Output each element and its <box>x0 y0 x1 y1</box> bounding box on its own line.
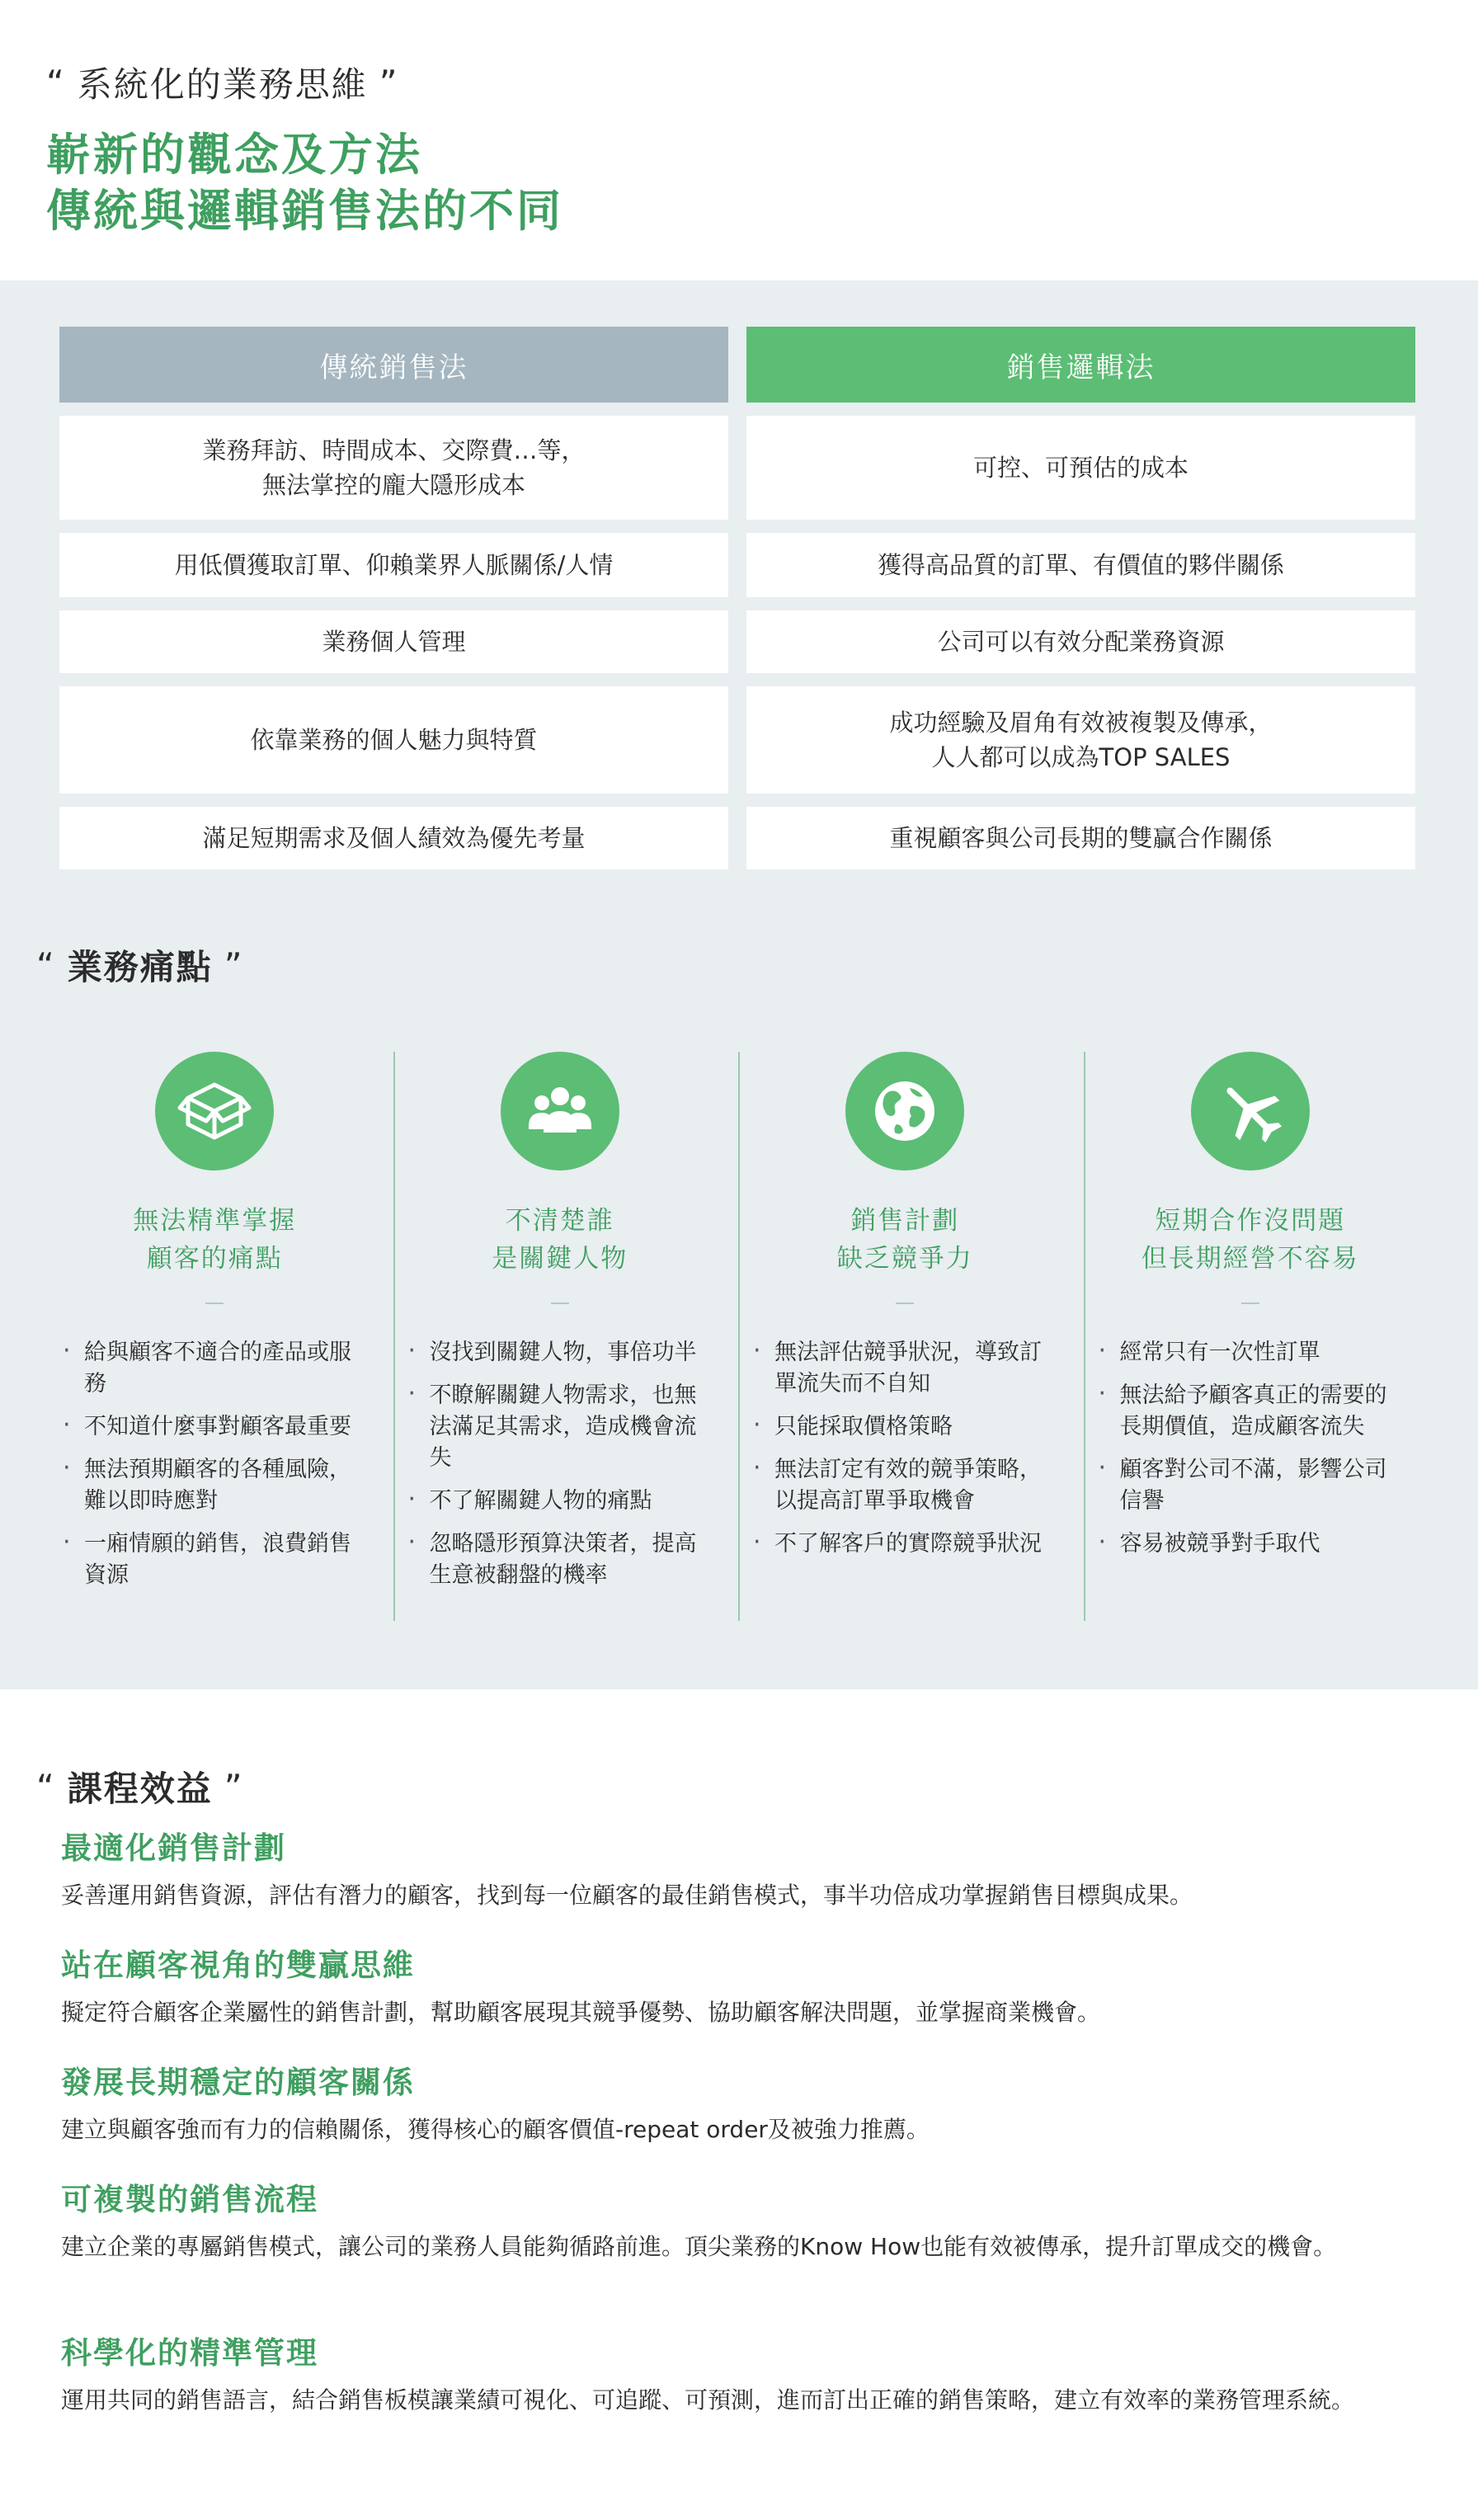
pain-column <box>393 1052 739 1621</box>
section-subtitle <box>46 58 1478 107</box>
benefit-heading: 科學化的精準管理 <box>61 2335 318 2371</box>
page-header <box>0 0 1478 280</box>
divider <box>551 1302 569 1304</box>
pain-points-title <box>36 940 244 990</box>
headline-line-1: 嶄新的觀念及方法 <box>46 129 422 181</box>
pain-list <box>407 1337 714 1591</box>
pain-icon-circle <box>845 1052 964 1171</box>
cell-line: 依靠業務的個人魅力與特質 <box>250 726 538 754</box>
list-item: · 不瞭解關鍵人物需求，也無法滿足其需求，造成機會流失 <box>407 1380 714 1474</box>
list-item: · 經常只有一次性訂單 <box>1097 1337 1405 1368</box>
pain-heading-line: 缺乏競爭力 <box>836 1244 973 1274</box>
benefit-text: 建立企業的專屬銷售模式，讓公司的業務人員能夠循路前進。頂尖業務的Know How也能有效被傳承，提升訂單成交的機會。 <box>61 2233 1337 2260</box>
benefit-item <box>61 1945 1430 2031</box>
pain-heading <box>1097 1202 1405 1278</box>
headline-line-2: 傳統與邏輯銷售法的不同 <box>46 185 563 237</box>
quote-close: ” <box>224 944 244 986</box>
pain-list <box>1097 1337 1405 1560</box>
benefit-heading: 最適化銷售計劃 <box>61 1830 286 1866</box>
pain-heading-line: 銷售計劃 <box>850 1206 960 1236</box>
cell-line: 業務拜訪、時間成本、交際費…等， <box>202 436 586 464</box>
pain-heading-line: 不清楚誰 <box>505 1206 614 1236</box>
list-item: · 不了解關鍵人物的痛點 <box>407 1486 714 1517</box>
comparison-header <box>59 327 1415 403</box>
box-icon <box>177 1073 252 1149</box>
pain-column <box>738 1052 1084 1621</box>
list-item: · 沒找到關鍵人物，事倍功半 <box>407 1337 714 1368</box>
logical-cell <box>746 533 1415 597</box>
list-item: · 無法給予顧客真正的需要的長期價值，造成顧客流失 <box>1097 1380 1405 1443</box>
benefit-item <box>61 2062 1430 2148</box>
pain-icon-circle <box>501 1052 619 1171</box>
logical-cell <box>746 610 1415 673</box>
quote-open: “ <box>36 1766 56 1807</box>
pain-column <box>49 1052 393 1621</box>
airplane-icon <box>1212 1073 1288 1149</box>
traditional-header: 傳統銷售法 <box>59 327 728 403</box>
pain-icon-circle <box>155 1052 274 1171</box>
globe-icon <box>867 1073 943 1149</box>
grey-section <box>0 280 1478 1689</box>
traditional-cell <box>59 533 728 597</box>
list-item: · 不了解客戶的實際競爭狀況 <box>751 1528 1059 1560</box>
cell-line: 可控、可預估的成本 <box>972 454 1189 482</box>
quote-open: “ <box>46 62 66 103</box>
benefit-item <box>61 2333 1430 2419</box>
pain-points-title-text: 業務痛點 <box>67 947 213 987</box>
traditional-cell <box>59 686 728 794</box>
traditional-cell <box>59 416 728 520</box>
benefit-text: 妥善運用銷售資源，評估有潛力的顧客，找到每一位顧客的最佳銷售模式，事半功倍成功掌握銷售目標與成果。 <box>61 1882 1193 1909</box>
pain-heading-line: 短期合作沒問題 <box>1155 1206 1346 1236</box>
pain-icon-circle <box>1191 1052 1310 1171</box>
cell-line: 成功經驗及眉角有效被複製及傳承， <box>889 709 1273 737</box>
divider <box>205 1302 224 1304</box>
pain-points-grid <box>49 1052 1429 1621</box>
list-item: · 無法預期顧客的各種風險，難以即時應對 <box>61 1454 369 1517</box>
cell-line: 業務個人管理 <box>322 628 466 656</box>
comparison-row <box>59 416 1415 520</box>
list-item: · 無法評估競爭狀況，導致訂單流失而不自知 <box>751 1337 1059 1400</box>
divider <box>1241 1302 1259 1304</box>
cell-line: 無法掌控的龐大隱形成本 <box>261 471 525 499</box>
benefit-text: 運用共同的銷售語言，結合銷售板模讓業績可視化、可追蹤、可預測，進而訂出正確的銷售策略，建立有效率的業務管理系統。 <box>61 2386 1355 2414</box>
benefit-heading: 發展長期穩定的顧客關係 <box>61 2065 415 2100</box>
pain-heading-line: 無法精準掌握 <box>133 1206 297 1236</box>
traditional-cell <box>59 610 728 673</box>
quote-close: ” <box>379 62 399 103</box>
people-icon <box>520 1072 600 1151</box>
traditional-cell <box>59 807 728 869</box>
logical-cell <box>746 416 1415 520</box>
divider <box>896 1302 914 1304</box>
list-item: · 無法訂定有效的競爭策略，以提高訂單爭取機會 <box>751 1454 1059 1517</box>
cell-line: 人人都可以成為TOP SALES <box>931 743 1231 771</box>
list-item: · 不知道什麼事對顧客最重要 <box>61 1411 369 1443</box>
pain-column <box>1084 1052 1429 1621</box>
benefit-item <box>61 1828 1430 1914</box>
list-item: · 給與顧客不適合的產品或服務 <box>61 1337 369 1400</box>
pain-heading <box>407 1202 714 1278</box>
list-item: · 一廂情願的銷售，浪費銷售資源 <box>61 1528 369 1591</box>
benefits-title-text: 課程效益 <box>67 1769 213 1809</box>
cell-line: 用低價獲取訂單、仰賴業界人脈關係/人情 <box>174 551 614 579</box>
list-item: · 顧客對公司不滿，影響公司信譽 <box>1097 1454 1405 1517</box>
pain-heading-line: 顧客的痛點 <box>146 1244 283 1274</box>
benefit-heading: 可複製的銷售流程 <box>61 2182 318 2217</box>
list-item: · 只能採取價格策略 <box>751 1411 1059 1443</box>
cell-line: 公司可以有效分配業務資源 <box>937 628 1225 656</box>
pain-list <box>61 1337 369 1591</box>
quote-open: “ <box>36 944 56 986</box>
pain-list <box>751 1337 1059 1560</box>
pain-heading <box>751 1202 1059 1278</box>
pain-heading-line: 是關鍵人物 <box>492 1244 628 1274</box>
list-item: · 容易被競爭對手取代 <box>1097 1528 1405 1560</box>
logical-header: 銷售邏輯法 <box>746 327 1415 403</box>
comparison-table <box>59 327 1415 869</box>
benefit-heading: 站在顧客視角的雙贏思維 <box>61 1948 415 1983</box>
quote-close: ” <box>224 1766 244 1807</box>
logical-cell <box>746 686 1415 794</box>
comparison-row <box>59 807 1415 869</box>
benefit-text: 建立與顧客強而有力的信賴關係，獲得核心的顧客價值-repeat order及被強力推薦。 <box>61 2116 930 2143</box>
pain-heading-line: 但長期經營不容易 <box>1141 1244 1359 1274</box>
cell-line: 滿足短期需求及個人績效為優先考量 <box>202 824 586 852</box>
benefits-title <box>36 1762 244 1811</box>
cell-line: 獲得高品質的訂單、有價值的夥伴關係 <box>877 551 1284 579</box>
comparison-row <box>59 533 1415 597</box>
comparison-row <box>59 610 1415 673</box>
subtitle-text: 系統化的業務思維 <box>77 64 368 105</box>
comparison-row <box>59 686 1415 794</box>
logical-cell <box>746 807 1415 869</box>
list-item: · 忽略隱形預算決策者，提高生意被翻盤的機率 <box>407 1528 714 1591</box>
benefit-item <box>61 2179 1430 2265</box>
cell-line: 重視顧客與公司長期的雙贏合作關係 <box>889 824 1273 852</box>
benefit-text: 擬定符合顧客企業屬性的銷售計劃，幫助顧客展現其競爭優勢、協助顧客解決問題，並掌握商業機會。 <box>61 1999 1101 2026</box>
pain-heading <box>61 1202 369 1278</box>
